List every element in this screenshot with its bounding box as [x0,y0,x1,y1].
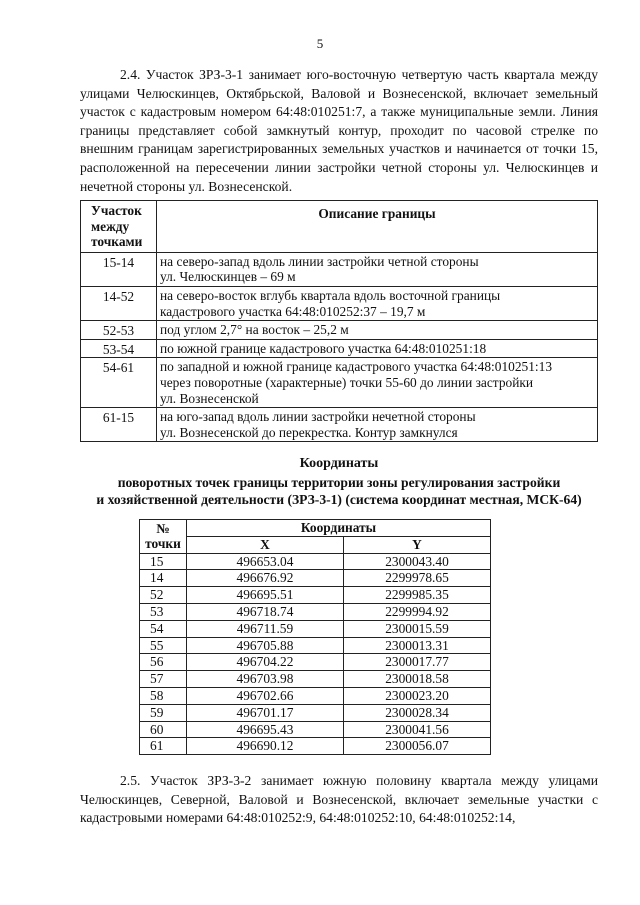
y-column-header: Y [344,536,491,553]
segment-cell: 15-14 [81,252,157,286]
point-cell: 56 [140,654,187,671]
y-cell: 2300018.58 [344,671,491,688]
y-cell: 2300028.34 [344,704,491,721]
table-row [81,321,598,340]
point-cell: 57 [140,671,187,688]
table-row [140,654,491,671]
point-number-header: № точки [140,520,187,554]
description-cell: на северо-запад вдоль линии застройки четной стороны ул. Челюскинцев – 69 м [157,252,598,286]
table-row [140,587,491,604]
boundary-table-header-row [81,201,598,253]
next-paragraph: 2.5. Участок ЗРЗ-3-2 занимает южную половину квартала между улицами Челюскинцев, Северной, Валовой и Вознесенской, включает земельные участки с кадастровыми номерами 64:48:010252:9, 64:48:010252:10, 64:48:010252:14, [80,773,598,826]
point-cell: 54 [140,620,187,637]
point-cell: 15 [140,553,187,570]
x-cell: 496703.98 [187,671,344,688]
coordinates-title: Координаты [299,456,379,471]
table-row [81,408,598,442]
table-row [140,671,491,688]
x-cell: 496705.88 [187,637,344,654]
coordinates-table [139,519,491,755]
point-cell: 52 [140,587,187,604]
intro-paragraph: 2.4. Участок ЗРЗ-3-1 занимает юго-восточную четвертую часть квартала между улицами Челюскинцев, Октябрьской, Валовой и Вознесенской, включает земельный участок с кадастровым номером 64:48:010251:7, а также муниципальные земли. Линия границы представляет собой замкнутый контур, проходит по часовой стрелке по внешним границам зарегистрированных земельных участков и начинается от точки 15, расположенной на пересечении линии застройки четной стороны ул. Челюскинцев и нечетной стороны ул. Вознесенской. [80,67,598,194]
description-cell: на северо-восток вглубь квартала вдоль восточной границы кадастрового участка 64:48:010252:37 – 19,7 м [157,286,598,320]
description-cell: по южной границе кадастрового участка 64:48:010251:18 [157,339,598,358]
segment-cell: 53-54 [81,339,157,358]
y-cell: 2300056.07 [344,738,491,755]
segment-cell: 52-53 [81,321,157,340]
description-cell: под углом 2,7° на восток – 25,2 м [157,321,598,340]
y-cell: 2300013.31 [344,637,491,654]
table-row [81,358,598,408]
point-cell: 55 [140,637,187,654]
y-cell: 2299985.35 [344,587,491,604]
page-number: 5 [316,36,324,51]
table-row [81,339,598,358]
y-cell: 2300043.40 [344,553,491,570]
y-cell: 2300023.20 [344,687,491,704]
x-cell: 496676.92 [187,570,344,587]
table-row [140,721,491,738]
y-cell: 2300041.56 [344,721,491,738]
table-row [140,570,491,587]
point-cell: 61 [140,738,187,755]
table-row [140,738,491,755]
y-cell: 2300017.77 [344,654,491,671]
point-cell: 59 [140,704,187,721]
segment-cell: 61-15 [81,408,157,442]
description-cell: по западной и южной границе кадастрового участка 64:48:010251:13 через поворотные (характерные) точки 55-60 до линии застройки ул. Вознесенской [157,358,598,408]
x-cell: 496711.59 [187,620,344,637]
table-row [140,637,491,654]
y-cell: 2299994.92 [344,603,491,620]
x-column-header: X [187,536,344,553]
point-cell: 58 [140,687,187,704]
table-row [81,252,598,286]
x-cell: 496701.17 [187,704,344,721]
boundary-description-table [80,200,598,442]
table-row [81,286,598,320]
segment-column-header: Участок между точками [81,201,157,253]
x-cell: 496702.66 [187,687,344,704]
x-cell: 496653.04 [187,553,344,570]
table-row [140,687,491,704]
coordinates-subheader-row [140,536,491,553]
y-cell: 2299978.65 [344,570,491,587]
coordinates-group-header: Координаты [187,520,491,537]
segment-cell: 14-52 [81,286,157,320]
table-row [140,553,491,570]
segment-cell: 54-61 [81,358,157,408]
x-cell: 496695.43 [187,721,344,738]
point-cell: 53 [140,603,187,620]
coordinates-header-row [140,520,491,537]
x-cell: 496704.22 [187,654,344,671]
point-cell: 14 [140,570,187,587]
point-cell: 60 [140,721,187,738]
x-cell: 496690.12 [187,738,344,755]
coordinates-subtitle: поворотных точек границы территории зоны регулирования застройки и хозяйственной деятельности (ЗРЗ-3-1) (система координат местная, МСК-64) [96,475,582,508]
table-row [140,603,491,620]
y-cell: 2300015.59 [344,620,491,637]
description-cell: на юго-запад вдоль линии застройки нечетной стороны ул. Вознесенской до перекрестка. Контур замкнулся [157,408,598,442]
table-row [140,704,491,721]
table-row [140,620,491,637]
x-cell: 496695.51 [187,587,344,604]
x-cell: 496718.74 [187,603,344,620]
description-column-header: Описание границы [157,201,598,253]
